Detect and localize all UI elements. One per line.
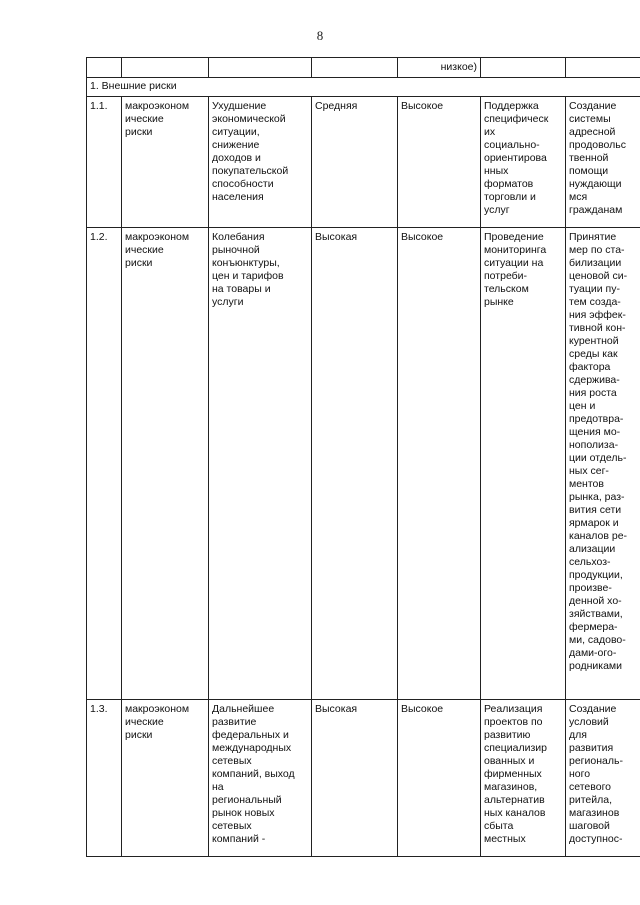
risk-probability: Средняя [315,100,358,112]
table-row [87,97,640,228]
risk-description: Ухудшение экономической ситуации, снижение доходов и покупательской способности населения [212,100,289,203]
row-number: 1.2. [90,231,108,243]
row-number: 1.1. [90,100,108,112]
risk-result: Принятие мер по ста- билизации ценовой си- туации пу- тем созда- ния эффек- тивной кон- курентной среды как фактора сдержива- ния роста цен и предотвра- щения мо- нополиза- ции отдель- ных сег- ментов рынка, раз- вития сети ярмарок и каналов ре- ализации сельхоз- продукции, произве- денной хо- зяйствами, фермера- ми, садово- дами-ого- родниками [569,231,628,672]
risk-type: макроэконом ические риски [125,100,190,138]
cell-top-2 [209,58,312,78]
risk-impact: Высокое [401,100,444,112]
section-row [87,78,640,97]
cell-top-4: низкое) [398,58,481,78]
page-number: 8 [316,28,324,43]
risk-measure: Проведение мониторинга ситуации на потреби- тельском рынке [484,231,547,308]
table-row [87,700,640,857]
cell-top-5 [481,58,566,78]
risk-result: Создание системы адресной продовольс твенной помощи нуждающи мся гражданам [569,100,627,216]
risk-description: Колебания рыночной конъюнктуры, цен и тарифов на товары и услуги [212,231,284,308]
cell-top-1 [122,58,209,78]
risk-type: макроэконом ические риски [125,703,190,741]
cell-top-3 [312,58,398,78]
cell-top-6 [566,58,640,78]
table-row [87,228,640,700]
table-row [87,58,640,78]
section-title: 1. Внешние риски [87,78,640,97]
risk-probability: Высокая [315,703,358,715]
risk-measure: Поддержка специфическ их социально- ориентирова нных форматов торговли и услуг [484,100,549,216]
cell-top-0 [87,58,122,78]
risk-impact: Высокое [401,231,444,243]
risk-description: Дальнейшее развитие федеральных и международных сетевых компаний, выход на региональный рынок новых сетевых компаний - [212,703,295,845]
row-number: 1.3. [90,703,108,715]
risk-type: макроэконом ические риски [125,231,190,269]
risk-impact: Высокое [401,703,444,715]
risk-measure: Реализация проектов по развитию специализир ованных и фирменных магазинов, альтернатив ных каналов сбыта местных [484,703,548,845]
risk-result: Создание условий для развития региональ- ного сетевого ритейла, магазинов шаговой доступнос- [569,703,623,845]
risk-probability: Высокая [315,231,358,243]
risk-table [86,57,640,857]
